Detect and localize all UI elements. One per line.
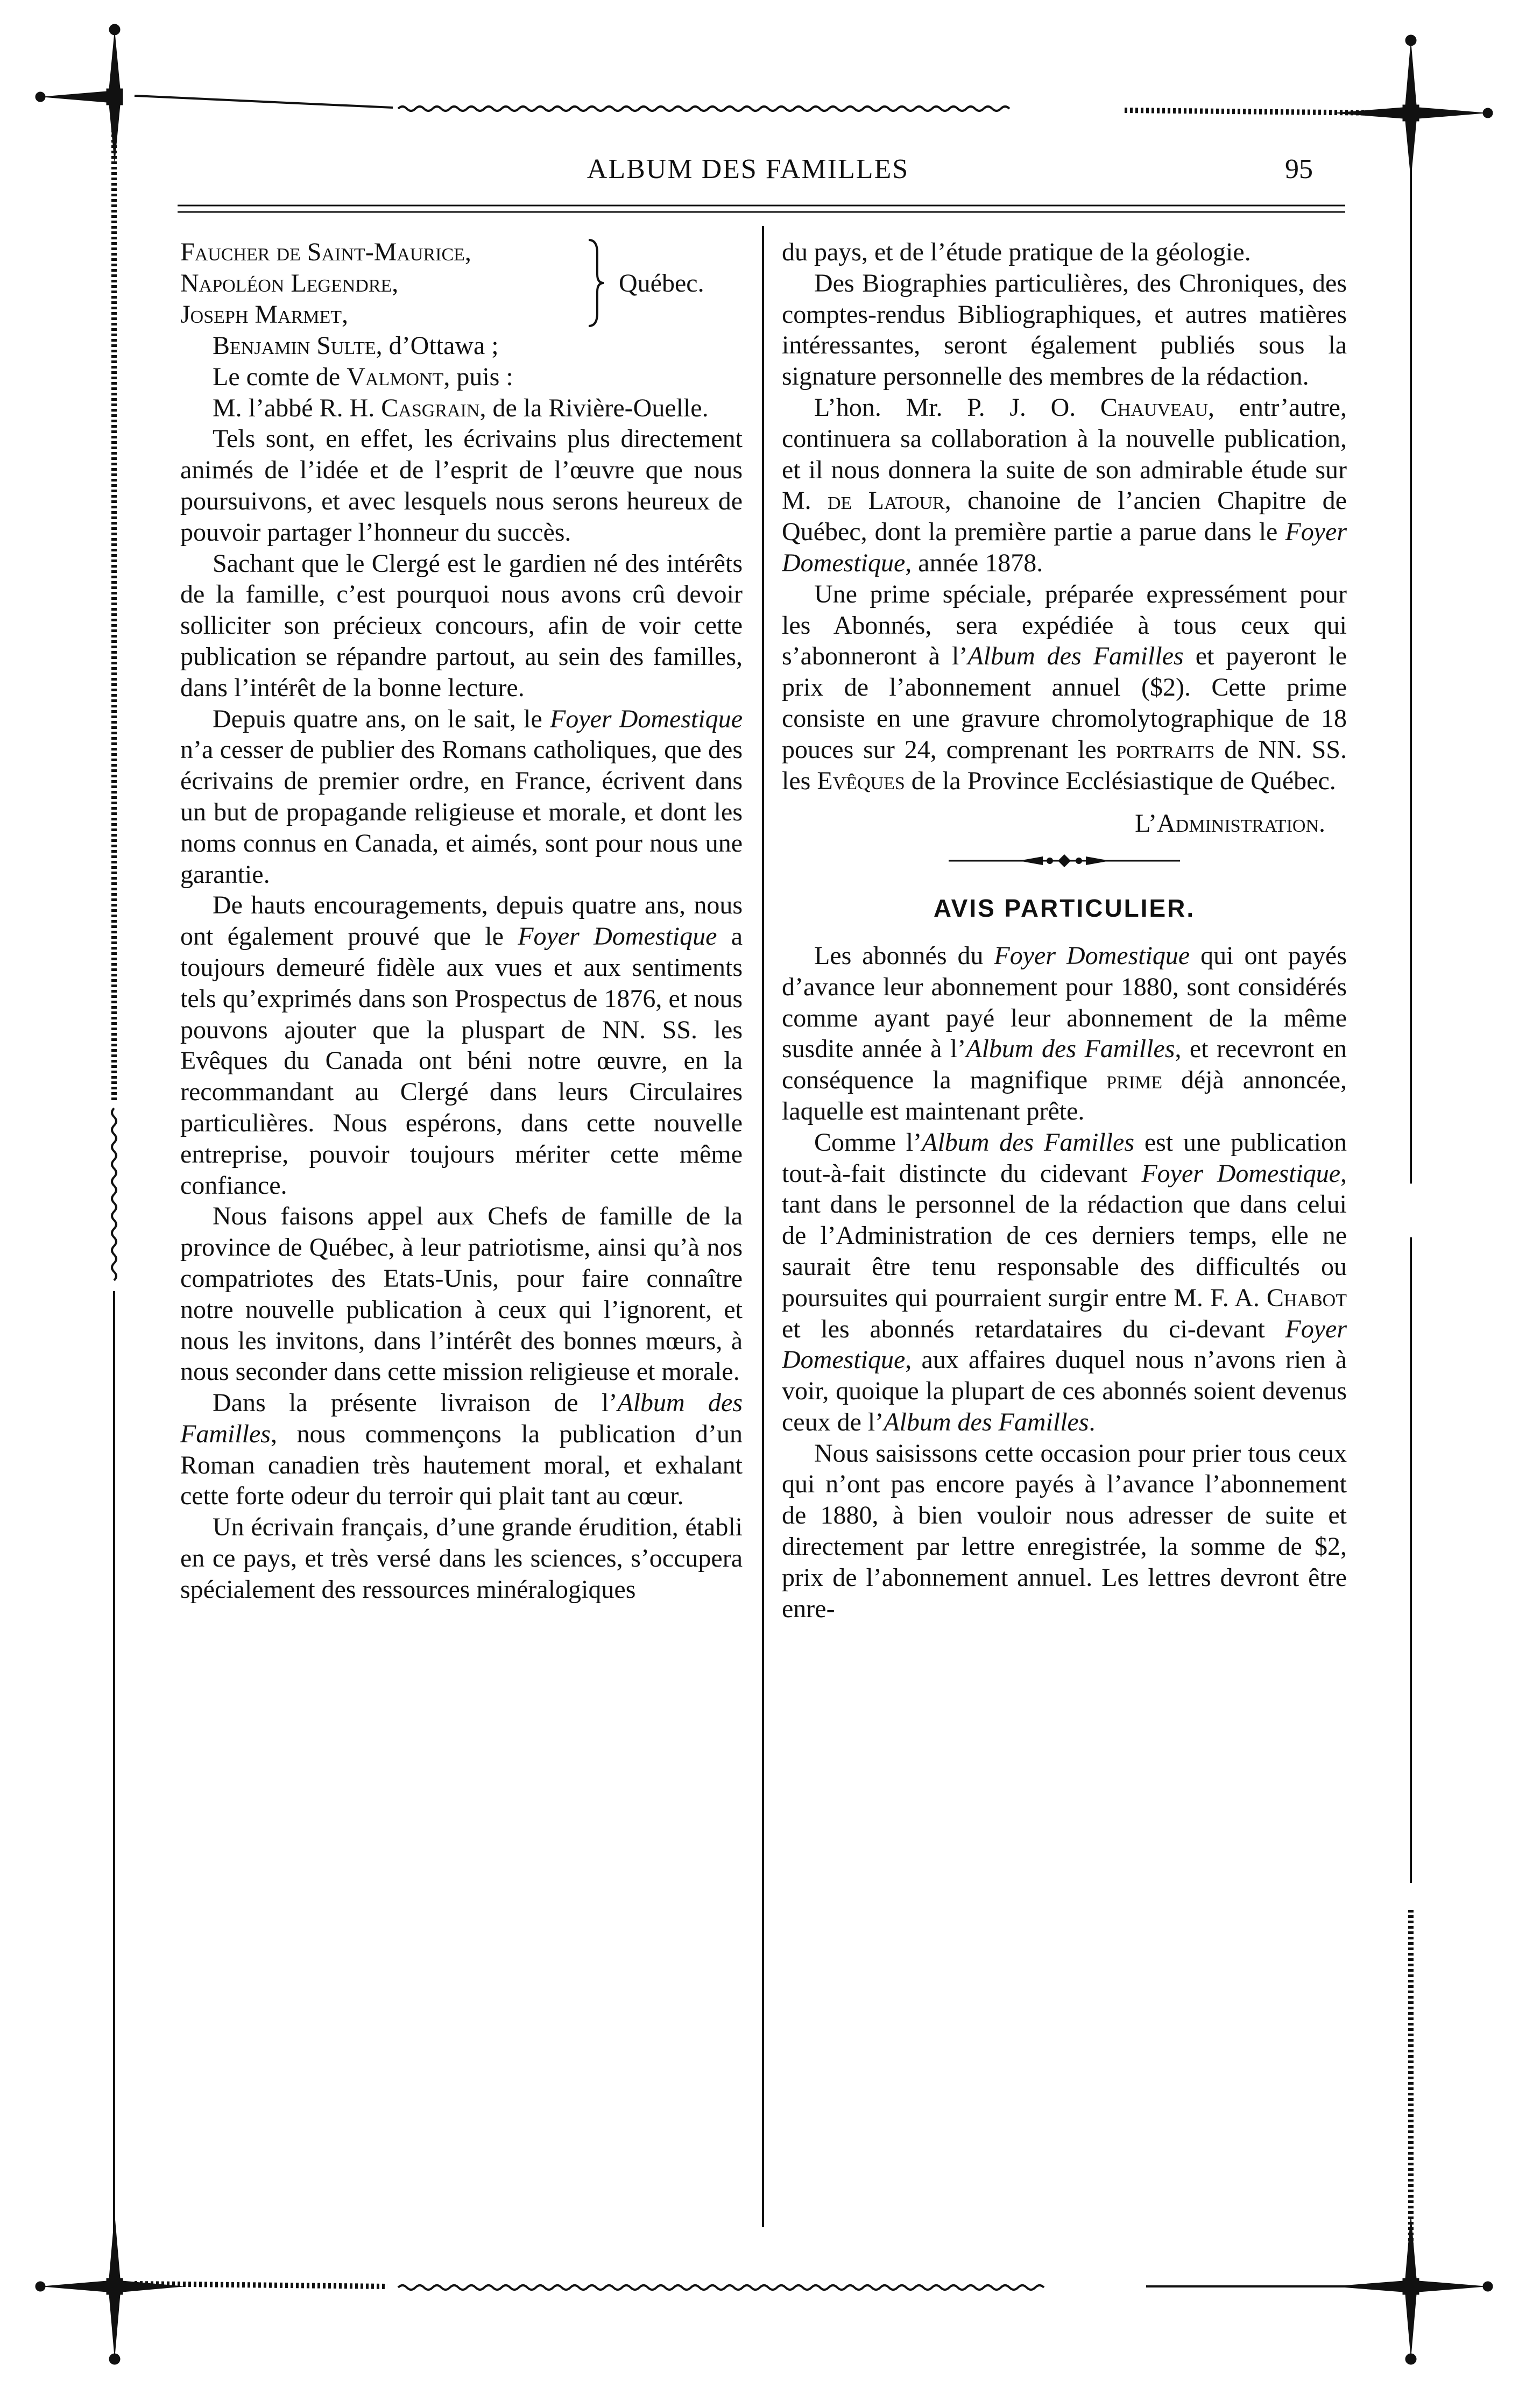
- contributor-name: Joseph Marmet,: [180, 300, 349, 329]
- running-title: ALBUM DES FAMILLES: [587, 154, 909, 185]
- paragraph: Sachant que le Clergé est le gardien né des intérêts de la famille, c’est pourquoi nous avons crû devoir solliciter son précieux concours, afin de voir cette publication se répandre partout, au sein des familles, dans l’intérêt de la bonne lecture.: [180, 549, 743, 702]
- contributors-quebec: [180, 237, 743, 330]
- section-heading: AVIS PARTICULIER.: [933, 894, 1196, 923]
- paragraph: Tels sont, en effet, les écrivains plus directement animés de l’idée et de l’esprit de l’œuvre que nous poursuivons, et avec lesquels nous serons heureux de pouvoir partager l’honneur du succès.: [180, 424, 743, 547]
- page-number: 95: [1285, 154, 1313, 185]
- left-rule-wave: [112, 1108, 116, 1280]
- divider-ornament-icon: [949, 850, 1180, 872]
- paragraph: Benjamin Sulte, d’Ottawa ;: [213, 331, 499, 360]
- paragraph: Comme l’Album des Familles est une publication tout-à-fait distincte du cidevant Foyer Domestique, tant dans le personnel de la rédaction que dans celui de l’Administration de ces derniers temps, elle ne saurait être tenu responsable des difficultés ou poursuites qui pourraient surgir entre M. F. A. Chabot et les abonnés retardataires du ci-devant Foyer Domestique, aux affaires duquel nous n’avons rien à voir, quoique la plupart de ces abonnés soient devenus ceux de l’Album des Familles.: [782, 1128, 1347, 1436]
- paragraph: Une prime spéciale, préparée expressément pour les Abonnés, sera expédiée à tous ceux qui s’abonneront à l’Album des Familles et payeront le prix de l’abonnement annuel ($2). Cette prime consiste en une gravure chromolytographique de 18 pouces sur 24, comprenant les portraits de NN. SS. les Evêques de la Province Ecclésiastique de Québec.: [782, 579, 1347, 795]
- paragraph: Depuis quatre ans, on le sait, le Foyer Domestique n’a cesser de publier des Romans catholiques, que des écrivains de premier ordre, en France, écrivent dans un but de propagande religieuse et morale, et dont les noms connus en Canada, et aimés, sont pour nous une garantie.: [180, 704, 743, 889]
- corner-ornament-bottom-left: [36, 2216, 183, 2364]
- paragraph: Un écrivain français, d’une grande érudition, établi en ce pays, et très versé dans les sciences, s’occupera spécialement des ressources minéralogiques: [180, 1513, 743, 1604]
- paragraph: Des Biographies particulières, des Chroniques, des comptes-rendus Bibliographiques, et autres matières intéressantes, seront également publiés sous la signature personnelle des membres de la rédaction.: [782, 268, 1347, 391]
- brace-icon: [587, 237, 606, 329]
- paragraph: du pays, et de l’étude pratique de la géologie.: [782, 238, 1251, 266]
- corner-ornament-top-left: [36, 24, 123, 161]
- paragraph: Dans la présente livraison de l’Album des Familles, nous commençons la publication d’un Roman canadien très hautement moral, et exhalant cette forte odeur du terroir qui plait tant au cœur.: [180, 1389, 743, 1511]
- contributor-name: Faucher de Saint-Maurice,: [180, 238, 471, 266]
- paragraph: L’hon. Mr. P. J. O. Chauveau, entr’autre, continuera sa collaboration à la nouvelle publication, et il nous donnera la suite de son admirable étude sur M. de Latour, chanoine de l’ancien Chapitre de Québec, dont la première partie a parue dans le Foyer Domestique, année 1878.: [782, 393, 1347, 577]
- top-rule-left: [135, 96, 393, 108]
- paragraph: Nous saisissons cette occasion pour prier tous ceux qui n’ont pas encore payés à l’avance l’abonnement de 1880, à bien vouloir nous adresser de suite et directement par lettre enregistrée, la somme de $2, prix de l’abonnement annuel. Les lettres devront être enre-: [782, 1439, 1347, 1623]
- city-label: Québec.: [619, 269, 704, 298]
- signature: L’Administration.: [1135, 809, 1325, 838]
- right-column: [782, 237, 1347, 2195]
- paragraph: Le comte de Valmont, puis :: [213, 362, 513, 391]
- paragraph: Nous faisons appel aux Chefs de famille de la province de Québec, à leur patriotisme, ainsi qu’à nos compatriotes des Etats-Unis, pour faire connaître notre nouvelle publication à ceux qui l’ignorent, et nous les invitons, dans l’intérêt des bonnes mœurs, à nous seconder dans cette mission religieuse et morale.: [180, 1202, 743, 1386]
- top-rule-wave: [398, 107, 1009, 111]
- section-divider: [782, 839, 1347, 882]
- paragraph: De hauts encouragements, depuis quatre ans, nous ont également prouvé que le Foyer Domestique a toujours demeuré fidèle aux vues et aux sentiments tels qu’exprimés dans son Prospectus de 1876, et nous pouvons ajouter que la pluspart de NN. SS. les Evêques du Canada ont béni notre œuvre, en la recommandant au Clergé dans leurs Circulaires particulières. Nous espérons, dans cette nouvelle entreprise, pouvoir toujours mériter cette même confiance.: [180, 891, 743, 1200]
- contributor-name: Napoléon Legendre,: [180, 269, 399, 298]
- bottom-rule-wave: [398, 2285, 1044, 2290]
- paragraph: M. l’abbé R. H. Casgrain, de la Rivière-Ouelle.: [213, 393, 709, 422]
- paragraph: Les abonnés du Foyer Domestique qui ont payés d’avance leur abonnement pour 1880, sont considérés comme ayant payé leur abonnement de la même susdite année à l’Album des Familles, et recevront en conséquence la magnifique prime déjà annoncée, laquelle est maintenant prête.: [782, 941, 1347, 1125]
- page-header: [183, 153, 1313, 202]
- left-column: [180, 237, 743, 2195]
- corner-ornament-top-right: [1334, 35, 1493, 178]
